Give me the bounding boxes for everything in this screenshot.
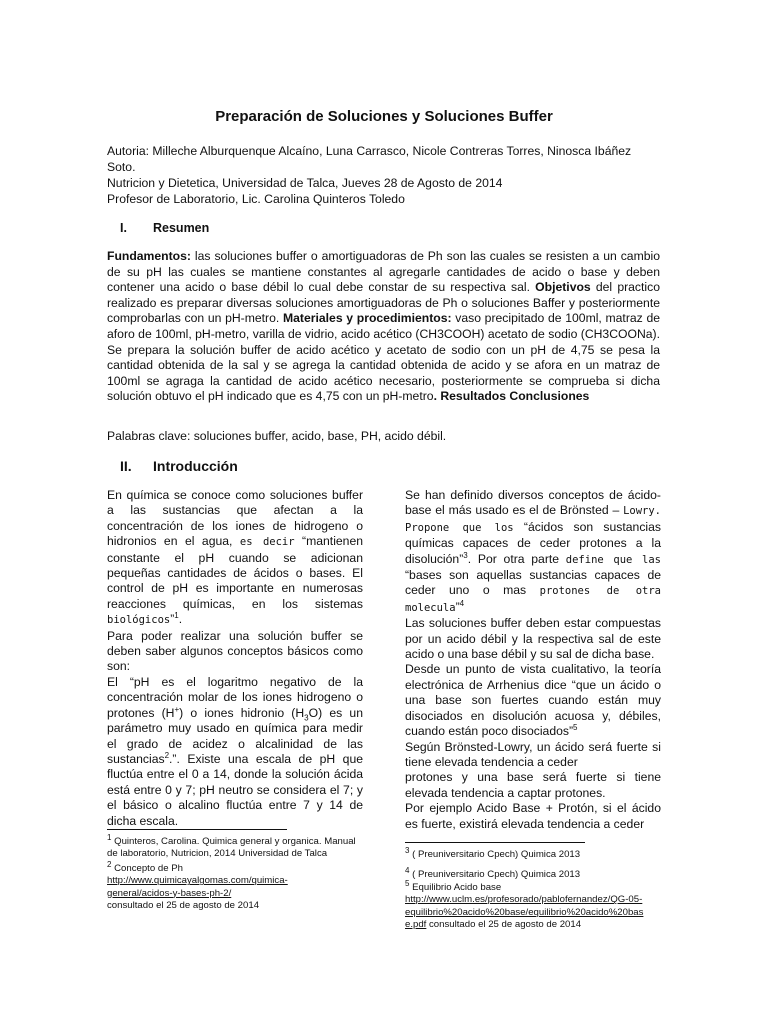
footnotes-right xyxy=(405,845,661,931)
section-number: I. xyxy=(120,221,127,235)
footnote-5-link-end[interactable]: e.pdf xyxy=(405,919,427,931)
section-title: Introducción xyxy=(153,458,238,474)
right-paragraph-1: Se han definido diversos conceptos de ácido-base el más usado es el de Brönsted – Lowry. Propone que los “ácidos son sustancias químicas capaces de ceder protones a la disolución”$^3$. Por otra parte define que las “bases son aquellas sustancias capaces de ceder uno o mas protones de otra molecula”$^4$ xyxy=(405,488,661,614)
footnote-2: $^2$ Concepto de Ph xyxy=(107,859,183,874)
footnote-ref-4: 4 xyxy=(459,598,465,608)
right-paragraph-3: Desde un punto de vista cualitativo, la teoría electrónica de Arrhenius dice “que un ácido o una base son fuertes cuando están muy disociados en disolución acuosa y, débiles, cuando están poco disociados”$^5$ xyxy=(405,662,661,739)
footnote-2-link[interactable]: http://www.quimicayalgomas.com/quimica- xyxy=(107,875,288,887)
footnote-ref-2: 2 xyxy=(164,750,170,760)
authors-line-2: Soto. xyxy=(107,160,136,174)
section-heading-resumen xyxy=(120,221,209,235)
right-paragraph-5: Por ejemplo Acido Base + Protón, si el ácido es fuerte, existirá elevada tendencia a ceder xyxy=(405,801,661,831)
footnote-5: $^5$ Equilibrio Acido base xyxy=(405,878,502,893)
intro-left-column xyxy=(107,488,363,829)
footnotes-left xyxy=(107,832,357,912)
left-paragraph-2: Para poder realizar una solución buffer se deben saber algunos conceptos básicos como son: xyxy=(107,628,363,674)
footnote-4: $^4$ ( Preuniversitario Cpech) Quimica 2013 xyxy=(405,866,581,881)
footnote-2-link-cont[interactable]: general/acidos-y-bases-ph-2/ xyxy=(107,887,232,899)
footnote-separator-left xyxy=(107,829,287,830)
footnote-5-link-cont[interactable]: equilibrio%20acido%20base/equilibrio%20acido%20bas xyxy=(405,906,644,918)
footnote-5-link[interactable]: http://www.uclm.es/profesorado/pablofernandez/QG-05- xyxy=(405,894,643,906)
left-paragraph-1: En química se conoce como soluciones buffer a las sustancias que afectan a la concentración de los iones de hidrogeno o hidronios en el agua, es decir “mantienen constante el pH cuando se adicionan pequeñas cantidades de ácidos o bases. El control de pH es importante en numerosas reacciones químicas, en los sistemas biológicos”$^1$. xyxy=(107,488,364,627)
keywords-line: Palabras clave: soluciones buffer, acido, base, PH, acido débil. xyxy=(107,429,447,443)
left-paragraph-3: El “pH es el logaritmo negativo de la concentración molar de los iones hidrogeno o protones (H+) o iones hidronio $(H_3O)$ es un parámetro muy usado en química para medir el grado de acidez o alcalinidad de las sustancias$^2$.”. Existe una escala de pH que fluctúa entre el 0 a 14, donde la solución ácida está entre 0 y 7; pH neutro se considera el 7; y el básico o alcalino fluctúa entre 7 y 14 de dicha escala. xyxy=(107,674,363,828)
resultados-label: . Resultados Conclusiones xyxy=(433,389,590,404)
intro-right-column xyxy=(405,488,661,832)
professor-line: Profesor de Laboratorio, Lic. Carolina Quinteros Toledo xyxy=(107,192,405,206)
footnote-ref-5: 5 xyxy=(573,723,578,733)
objetivos-label: Objetivos xyxy=(535,280,591,295)
footnote-1: $^1$ Quinteros, Carolina. Quimica general y organica. Manual de laboratorio, Nutricion, 2014 Universidad de Talca xyxy=(107,832,356,860)
footnote-2-consulted: consultado el 25 de agosto de 2014 xyxy=(107,900,260,912)
section-number: II. xyxy=(120,458,132,474)
right-paragraph-4b: protones y una base será fuerte si tiene elevada tendencia a captar protones. xyxy=(405,770,661,800)
footnote-5-consulted: consultado el 25 de agosto de 2014 xyxy=(426,919,582,931)
materiales-text: vaso precipitado de 100ml, matraz de aforo de 100ml, pH-metro, varilla de vidrio, acido acético (CH3COOH) acetato de sodio (CH3COONa). Se prepara la solución buffer de acido acético y acetato de sodio con un pH de 4,75 se pesa la cantidad obtenida de la sal y se agrega la cantidad obtenida de acido y se afora en un matraz de 100ml se agraga la cantidad de acido acético necesario, posteriormente se comprueba si dicha solución obtuvo el pH indicado que es 4,75 con un pH-metro xyxy=(107,311,660,404)
footnote-ref-1: 1 xyxy=(174,611,179,621)
right-paragraph-2: Las soluciones buffer deben estar compuestas por un acido débil y la respectiva sal de este acido o una base débil y su sal de dicha base. xyxy=(405,616,661,662)
objetivos-text: del practico realizado es preparar diversas soluciones amortiguadoras de Ph o soluciones Baffer y posteriormente comprobarlas con un pH-metro. xyxy=(107,280,660,326)
fundamentos-text: las soluciones buffer o amortiguadoras de Ph son las cuales se resisten a un cambio de su pH las cuales se mantiene constantes al agregarle cantidades de acido o base y deben contener una acido o base débil lo cual debe constar de su respectiva sal. xyxy=(107,249,660,295)
section-heading-introduccion xyxy=(120,458,238,474)
document-title: Preparación de Soluciones y Soluciones Buffer xyxy=(215,108,553,125)
abstract-paragraph xyxy=(107,249,660,405)
authors-line-1: Autoria: Milleche Alburquenque Alcaíno, Luna Carrasco, Nicole Contreras Torres, Ninosca Ibáñez xyxy=(107,144,632,158)
section-title: Resumen xyxy=(153,221,210,235)
footnote-3: $^3$ ( Preuniversitario Cpech) Quimica 2013 xyxy=(405,845,581,860)
footnote-ref-3: 3 xyxy=(463,550,468,560)
right-paragraph-4a: Según Brönsted-Lowry, un ácido será fuerte si tiene elevada tendencia a ceder xyxy=(405,739,661,769)
affiliation-line: Nutricion y Dietetica, Universidad de Talca, Jueves 28 de Agosto de 2014 xyxy=(107,176,503,190)
footnote-separator-right xyxy=(405,842,585,843)
materiales-label: Materiales y procedimientos: xyxy=(282,311,452,326)
fundamentos-label: Fundamentos: xyxy=(107,249,191,263)
